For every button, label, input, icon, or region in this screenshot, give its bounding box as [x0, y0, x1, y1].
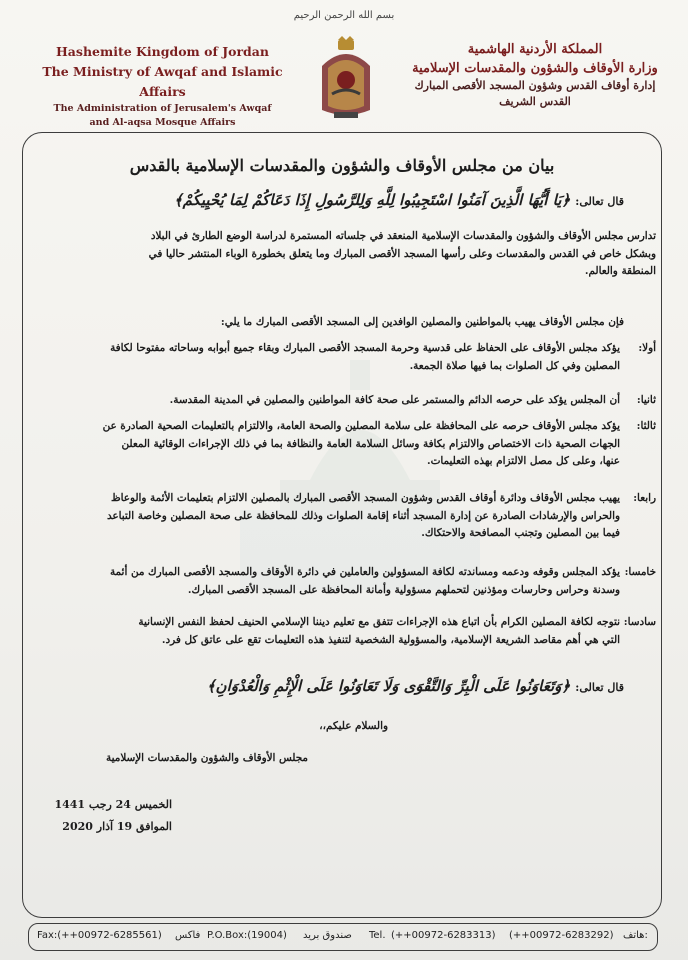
point-line: وسدنة وحراس وحارسات ومؤذنين لتحملهم مسؤولية وأمانة المحافظة على المسجد الأقصى المبارك.: [187, 583, 620, 596]
intro-paragraph: [36, 228, 656, 281]
intro-line: وبشكل خاص في القدس والمقدسات وعلى رأسها المسجد الأقصى المبارك وما يتعلق بخطورة الوباء المنتشر حاليا في: [148, 247, 656, 260]
date-hijri: الخميس 24 رجب 1441: [54, 798, 172, 811]
closing-verse-block: [44, 676, 624, 695]
point-line: يؤكد مجلس الأوقاف على الحفاظ على قدسية وحرمة المسجد الأقصى المبارك وبقاء جميع أبوابه وساحاته مفتوحا لكافة: [110, 342, 620, 354]
point-line: يهيب مجلس الأوقاف ودائرة أوقاف القدس وشؤون المسجد الأقصى المبارك بالمصلين الالتزام بتعليمات الأئمة والوعاظ: [111, 492, 620, 504]
point-label: ثالثا:: [636, 420, 656, 432]
point-line: والحراس والإرشادات الصادرة عن إدارة المسجد أثناء إقامة الصلوات وذلك للمحافظة على صحة المصلين وخاصة التباعد: [106, 509, 620, 522]
point-third: [36, 418, 656, 471]
closing-verse-label: قال تعالى:: [575, 681, 624, 694]
point-line: الجهات الصحية ذات الاختصاص والالتزام بكافة وسائل السلامة العامة والنظافة بما في ذلك الإجراءات الوقائية المعلن: [121, 437, 620, 450]
closing-verse: ﴿وَتَعَاوَنُوا عَلَى الْبِرِّ وَالتَّقْوَى وَلَا تَعَاوَنُوا عَلَى الْإِثْمِ وَالْعُدْوَانِ﴾: [206, 677, 571, 695]
date-gregorian: الموافق 19 آذار 2020: [62, 820, 172, 833]
point-second: [36, 392, 656, 410]
en-administration: The Administration of Jerusalem's Awqaf: [53, 103, 272, 114]
point-line: عنها، وعلى كل مصل الالتزام بهذه التعليمات.: [426, 455, 620, 467]
phone-label-ar: هاتف:: [623, 930, 648, 941]
point-label: ثانيا:: [636, 394, 656, 406]
point-line: فيما بين المصلين وتجنب المصافحة والاحتكاك.: [421, 527, 620, 539]
signature: مجلس الأوقاف والشؤون والمقدسات الإسلامية: [106, 752, 308, 764]
intro-line: المنطقة والعالم.: [584, 265, 656, 277]
ar-city: القدس الشريف: [499, 95, 571, 108]
point-line: يؤكد مجلس الأوقاف حرصه على المحافظة على سلامة المصلين والصحة العامة، والالتزام بالتعليمات الصحية الصادرة عن: [102, 420, 620, 432]
tel-label: Tel.: [369, 930, 386, 941]
point-line: أن المجلس يؤكد على حرصه الدائم والمستمر على صحة كافة المواطنين والمصلين في المدينة المقدسة.: [169, 394, 620, 406]
ar-ministry: وزارة الأوقاف والشؤون والمقدسات الإسلامية: [412, 61, 658, 76]
lead-sentence: فإن مجلس الأوقاف يهيب بالمواطنين والمصلين الوافدين إلى المسجد الأقصى المبارك ما يلي:: [220, 316, 624, 328]
letterhead-arabic: [410, 40, 660, 110]
point-line: يؤكد المجلس وقوفه ودعمه ومساندته لكافة المسؤولين والعاملين في دائرة الأوقاف والمسجد الأقصى المبارك من أئمة: [109, 566, 620, 578]
fax-number: Fax:(++00972-6285561): [37, 930, 162, 941]
contact-footer: [28, 923, 658, 951]
point-line: نتوجه لكافة المصلين الكرام بأن اتباع هذه الإجراءات تتفق مع تعليم ديننا الإسلامي الحنيف لحفظ النفس الإنسانية: [138, 616, 620, 628]
fax-label-ar: فاكس: [175, 930, 201, 941]
point-label: سادسا:: [623, 616, 656, 628]
letterhead-english: [30, 42, 295, 130]
salutation: والسلام عليكم،،: [319, 720, 388, 732]
en-aqsa-affairs: and Al-aqsa Mosque Affairs: [89, 117, 236, 128]
point-fifth: [36, 564, 656, 599]
point-label: رابعا:: [633, 492, 656, 504]
pobox-number: P.O.Box:(19004): [207, 930, 287, 941]
opening-verse-label: قال تعالى:: [575, 195, 624, 208]
point-label: أولا:: [638, 342, 656, 354]
phone-two: (++00972-6283313): [391, 930, 496, 941]
coat-of-arms-icon: [314, 36, 378, 122]
opening-verse: ﴿يَا أَيُّهَا الَّذِينَ آمَنُوا اسْتَجِيبُوا لِلَّهِ وَلِلرَّسُولِ إِذَا دَعَاكُمْ لِمَا يُحْيِيكُمْ﴾: [173, 191, 571, 209]
point-fourth: [36, 490, 656, 543]
ar-kingdom: المملكة الأردنية الهاشمية: [467, 42, 603, 57]
point-sixth: [36, 614, 656, 649]
en-kingdom: Hashemite Kingdom of Jordan: [56, 44, 269, 59]
en-ministry: The Ministry of Awqaf and Islamic Affairs: [42, 64, 283, 99]
phone-one: (++00972-6283292): [509, 930, 614, 941]
point-line: المصلين وفي كل الصلوات بما فيها صلاة الجمعة.: [409, 359, 620, 372]
opening-verse-block: [64, 190, 624, 209]
basmala: بسم الله الرحمن الرحيم: [293, 10, 395, 21]
intro-line: تدارس مجلس الأوقاف والشؤون والمقدسات الإسلامية المنعقد في جلساته المستمرة لدراسة الوضع الطارئ في البلاد: [150, 230, 656, 242]
point-line: التي هي أهم مقاصد الشريعة الإسلامية، والمسؤولية الشخصية لتنفيذ هذه التعليمات تقع على عاتق كل فرد.: [161, 633, 620, 646]
ar-administration: إدارة أوقاف القدس وشؤون المسجد الأقصى المبارك: [414, 79, 656, 92]
point-first: [36, 340, 656, 375]
pobox-label-ar: صندوق بريد: [303, 930, 352, 941]
statement-title: بيان من مجلس الأوقاف والشؤون والمقدسات الإسلامية بالقدس: [129, 156, 555, 175]
point-label: خامسا:: [624, 566, 656, 578]
